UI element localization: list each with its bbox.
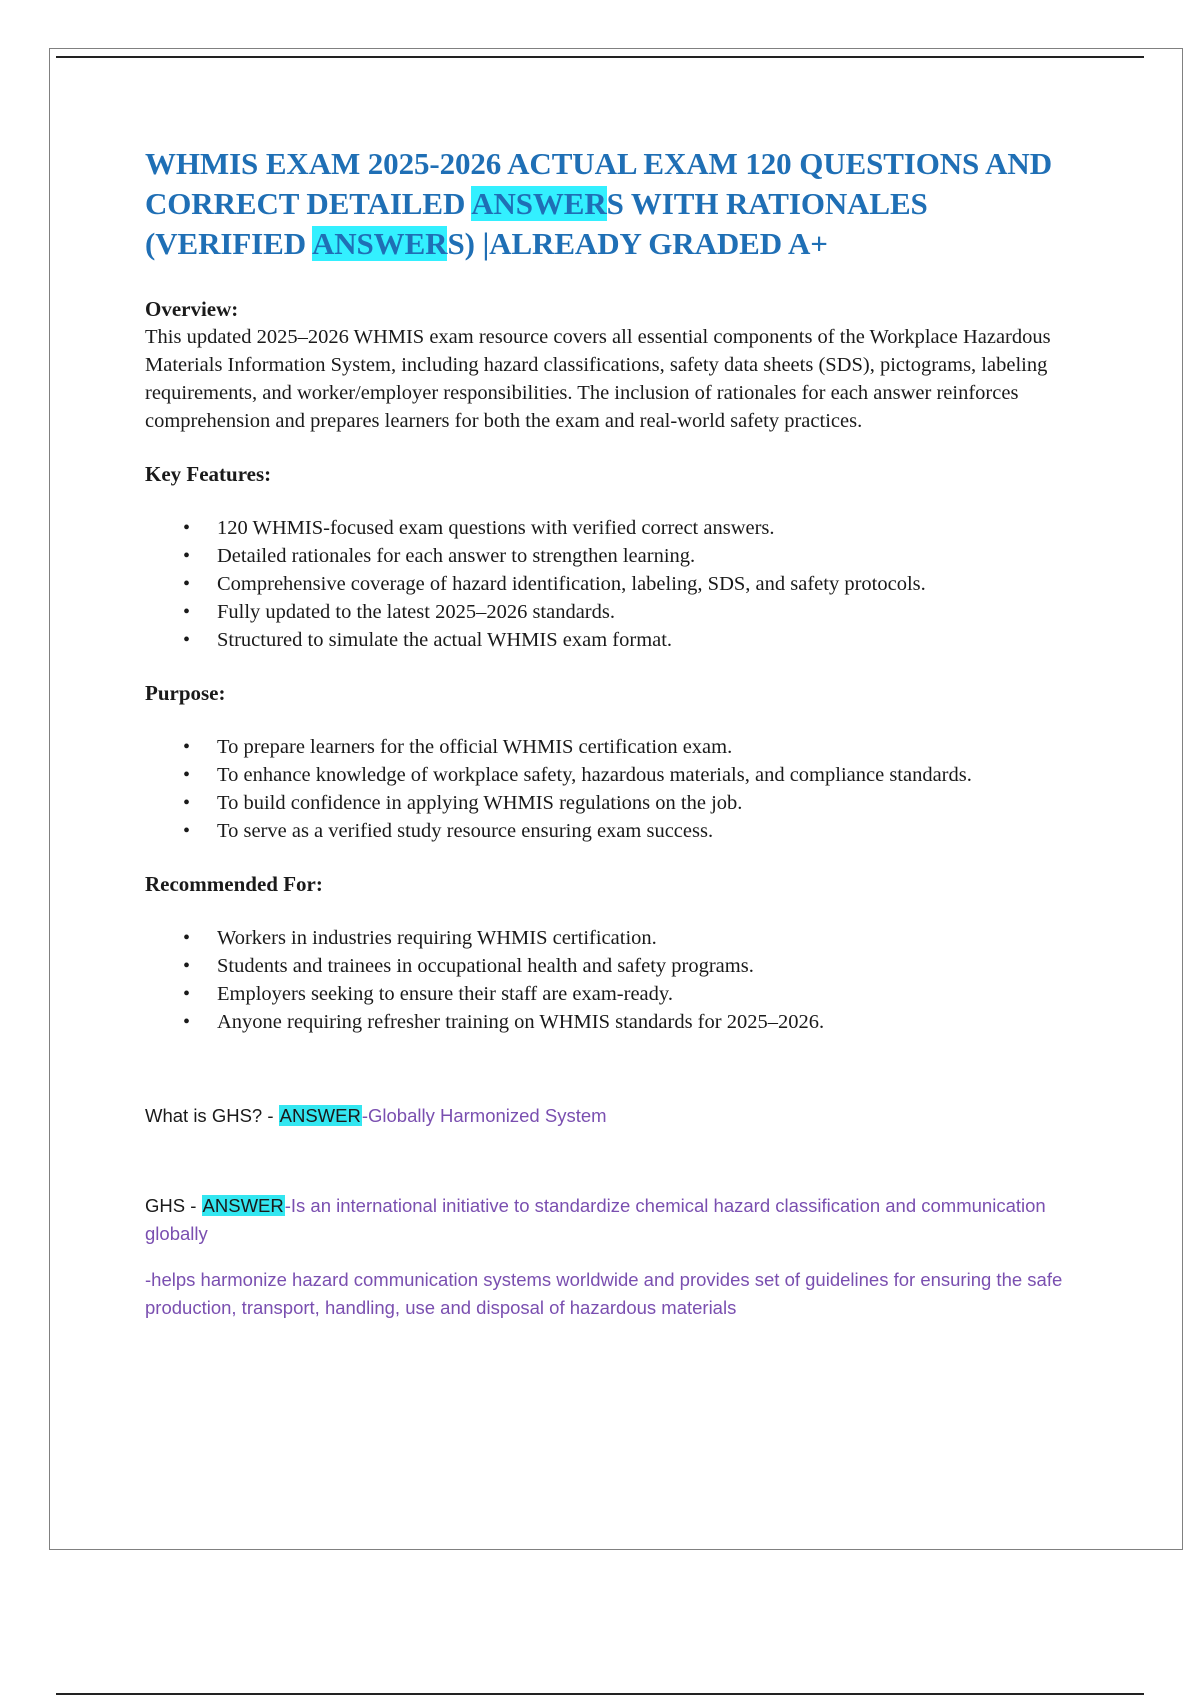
list-item [145,924,1085,952]
list-item [145,980,1085,1008]
title-part-1: WHMIS EXAM 2025-2026 ACTUAL EXAM 120 QUESTIONS AND CORRECT DETAILED [145,146,1053,221]
overview-text: This updated 2025–2026 WHMIS exam resource covers all essential components of the Workplace Hazardous Materials Information System, including hazard classifications, safety data sheets (SDS), pictograms, labeling requirements, and worker/employer responsibilities. The inclusion of rationales for each answer reinforces comprehension and prepares learners for both the exam and real-world safety practices. [145,326,1051,432]
top-rule [56,56,1144,58]
title-part-3: S) |ALREADY GRADED A+ [447,226,828,261]
answer-text: -Globally Harmonized System [361,1105,607,1126]
list-item [145,1008,1085,1036]
list-item-text: To serve as a verified study resource ensuring exam success. [217,820,714,842]
document-content [145,144,1085,1322]
bullet-icon: • [183,545,191,567]
bullet-icon: • [183,820,191,842]
qa-item-1 [145,1102,1085,1130]
qa-item-2 [145,1192,1085,1248]
list-item-text: Workers in industries requiring WHMIS certification. [217,927,657,949]
list-item-text: To prepare learners for the official WHMIS certification exam. [217,736,733,758]
recommended-heading: Recommended For: [145,872,323,896]
title-highlight-1: ANSWER [471,186,607,221]
question-text: GHS - [145,1195,202,1216]
bottom-rule [56,1693,1144,1695]
list-item [145,761,1085,789]
list-item [145,789,1085,817]
list-item-text: Students and trainees in occupational health and safety programs. [217,955,754,977]
bullet-icon: • [183,927,191,949]
list-item-text: Employers seeking to ensure their staff are exam-ready. [217,983,673,1005]
bullet-icon: • [183,1011,191,1033]
list-item-text: Structured to simulate the actual WHMIS exam format. [217,629,673,651]
title-highlight-2: ANSWER [311,226,448,261]
list-item-text: To build confidence in applying WHMIS regulations on the job. [217,792,743,814]
list-item-text: Anyone requiring refresher training on WHMIS standards for 2025–2026. [217,1011,825,1033]
bullet-icon: • [183,517,191,539]
answer-tag: ANSWER [202,1195,284,1216]
bullet-icon: • [183,955,191,977]
list-item [145,733,1085,761]
question-text: What is GHS? - [145,1105,279,1126]
list-item [145,626,1085,654]
list-item [145,514,1085,542]
bullet-icon: • [183,629,191,651]
list-item [145,542,1085,570]
list-item-text: To enhance knowledge of workplace safety, hazardous materials, and compliance standards. [217,764,972,786]
list-item [145,598,1085,626]
list-item-text: Comprehensive coverage of hazard identification, labeling, SDS, and safety protocols. [217,573,926,595]
list-item-text: Fully updated to the latest 2025–2026 standards. [217,601,615,623]
bullet-icon: • [183,792,191,814]
key-features-heading: Key Features: [145,462,272,486]
overview-heading: Overview: [145,297,239,321]
list-item-text: 120 WHMIS-focused exam questions with verified correct answers. [217,517,775,539]
bullet-icon: • [183,601,191,623]
list-item [145,570,1085,598]
bullet-icon: • [183,736,191,758]
list-item [145,817,1085,845]
purpose-list [145,733,1085,845]
key-features-list [145,514,1085,654]
purpose-heading: Purpose: [145,681,226,705]
list-item-text: Detailed rationales for each answer to strengthen learning. [217,545,696,567]
bullet-icon: • [183,983,191,1005]
list-item [145,952,1085,980]
document-title [145,144,1085,264]
answer-text: -Is an international initiative to standardize chemical hazard classification and communication globally [145,1195,1046,1244]
answer-tag: ANSWER [279,1105,361,1126]
bullet-icon: • [183,573,191,595]
title-part-2: S WITH RATIONALES (VERIFIED [145,186,928,261]
recommended-list [145,924,1085,1036]
bullet-icon: • [183,764,191,786]
answer-extra-text: -helps harmonize hazard communication systems worldwide and provides set of guidelines for ensuring the safe production, transport, handling, use and disposal of hazardous materials [145,1269,1063,1318]
